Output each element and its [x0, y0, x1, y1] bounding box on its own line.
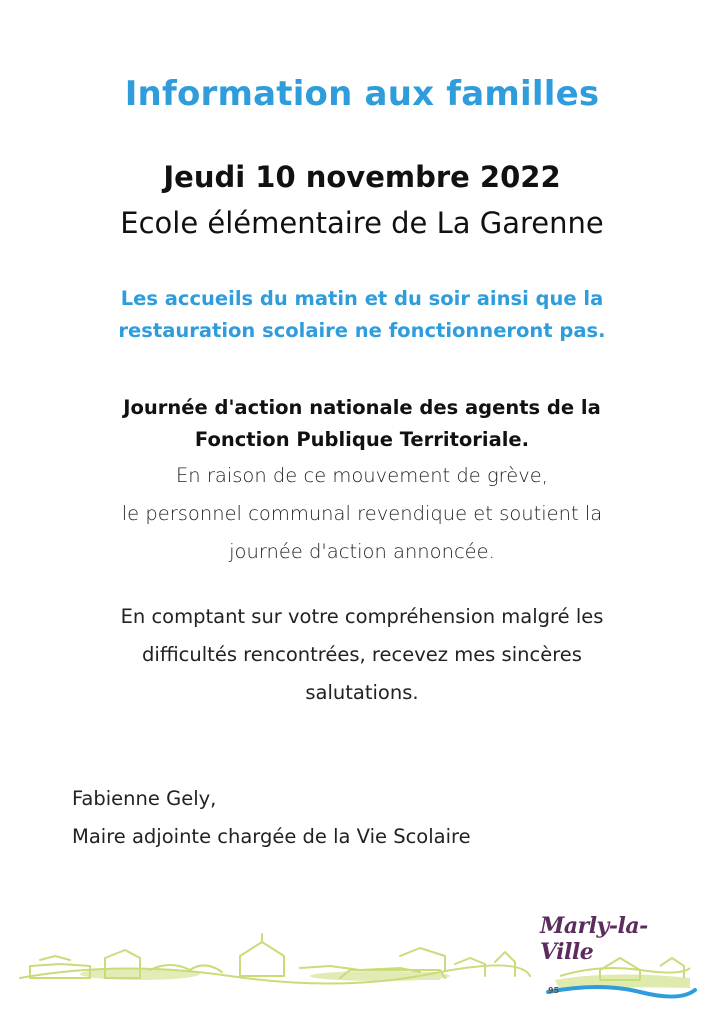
action-heading-line: Journée d'action nationale des agents de la: [123, 396, 601, 419]
notice-line: restauration scolaire ne fonctionneront pas.: [118, 319, 606, 342]
closure-notice: [40, 283, 684, 347]
town-logo: Marly-la-Ville: [540, 913, 648, 965]
notice-line: Les accueils du matin et du soir ainsi que la: [120, 287, 604, 310]
action-body-line: En raison de ce mouvement de grève,: [175, 464, 548, 487]
action-body-line: journée d'action annoncée.: [229, 540, 495, 563]
signatory-name: Fabienne Gely,: [72, 787, 217, 810]
signature-block: [72, 780, 632, 856]
closing-line: salutations.: [305, 681, 419, 704]
action-body-line: le personnel communal revendique et soutient la: [121, 502, 603, 525]
action-heading: [40, 392, 684, 456]
department-number: 95: [548, 986, 560, 995]
closing-line: difficultés rencontrées, recevez mes sincères: [142, 643, 582, 666]
action-heading-line: Fonction Publique Territoriale.: [194, 428, 530, 451]
closing-line: En comptant sur votre compréhension malgré les: [120, 605, 604, 628]
action-body: [40, 457, 684, 571]
signatory-role: Maire adjointe chargée de la Vie Scolaire: [72, 825, 471, 848]
closing-paragraph: [50, 598, 674, 712]
event-date: Jeudi 10 novembre 2022: [163, 160, 561, 194]
school-name: Ecole élémentaire de La Garenne: [120, 206, 604, 240]
page-title: Information aux familles: [124, 74, 600, 114]
